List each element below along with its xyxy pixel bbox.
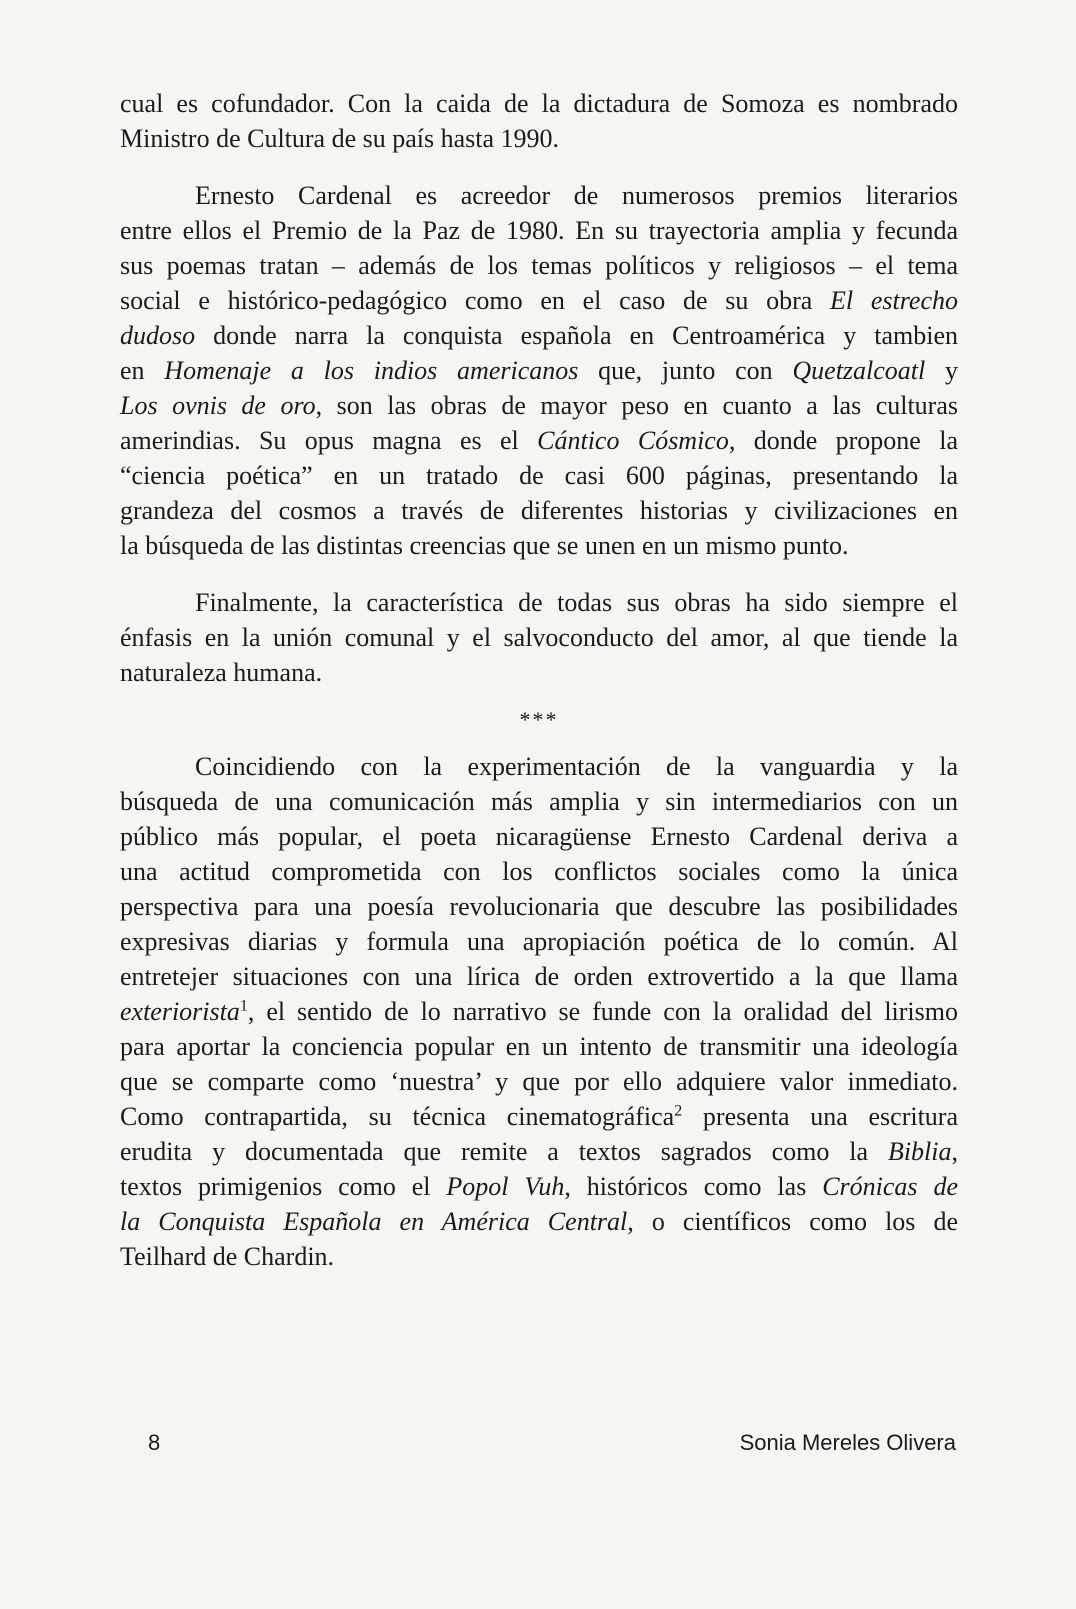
text-run: , <box>951 1137 958 1166</box>
text-run: búsqueda de una comunicación más amplia y sin intermediarios con un <box>120 787 958 816</box>
footnote-marker: 1 <box>239 997 248 1015</box>
text-run: y <box>925 356 958 385</box>
running-footer-author: Sonia Mereles Olivera <box>739 1430 956 1455</box>
work-title-italic: dudoso <box>120 321 196 350</box>
text-run: , históricos como las <box>564 1172 823 1201</box>
text-run: o científicos como los de <box>633 1207 959 1236</box>
paragraph-conclusion <box>120 585 958 690</box>
text-line <box>120 86 958 121</box>
text-line <box>120 1239 958 1274</box>
text-line <box>120 655 958 690</box>
text-run: Ministro de Cultura de su país hasta 1990. <box>120 124 560 153</box>
text-line <box>120 213 958 248</box>
paragraph-cardenal-awards <box>120 178 958 563</box>
text-line <box>120 784 958 819</box>
text-line <box>120 854 958 889</box>
text-line <box>120 620 958 655</box>
work-title-italic: Cántico Cósmico <box>537 426 729 455</box>
text-run: “ciencia poética” en un tratado de casi 600 páginas, presentando la <box>120 461 958 490</box>
text-run: donde narra la conquista española en Centroamérica y tambien <box>195 321 958 350</box>
text-run: sus poemas tratan – además de los temas políticos y religiosos – el tema <box>120 251 958 280</box>
page-number: 8 <box>148 1430 161 1455</box>
text-line <box>120 959 958 994</box>
text-run: una actitud comprometida con los conflictos sociales como la única <box>120 857 958 886</box>
text-run: Coincidiendo con la experimentación de la vanguardia y la <box>195 752 958 781</box>
text-run: que se comparte como ‘nuestra’ y que por ello adquiere valor inmediato. <box>120 1067 958 1096</box>
term-italic: exteriorista <box>120 997 240 1026</box>
paragraph-continuation <box>120 86 958 156</box>
text-line <box>120 585 958 620</box>
text-line <box>120 1169 958 1204</box>
text-line <box>120 248 958 283</box>
text-run: énfasis en la unión comunal y el salvoconducto del amor, al que tiende la <box>120 623 958 652</box>
text-line <box>120 353 958 388</box>
text-line <box>120 1204 958 1239</box>
text-run: , son las obras de mayor peso en cuanto a las culturas <box>315 391 958 420</box>
work-title-italic: Biblia <box>887 1137 952 1166</box>
text-run: , el sentido de lo narrativo se funde con la oralidad del lirismo <box>247 997 958 1026</box>
text-line <box>120 283 958 318</box>
text-run: la búsqueda de las distintas creencias que se unen en un mismo punto. <box>120 531 849 560</box>
text-run: perspectiva para una poesía revolucionaria que descubre las posibilidades <box>120 892 958 921</box>
text-line <box>120 318 958 353</box>
section-separator: *** <box>519 707 559 732</box>
work-title-italic: Popol Vuh <box>446 1172 565 1201</box>
text-run: textos primigenios como el <box>120 1172 447 1201</box>
text-line <box>120 388 958 423</box>
text-run: naturaleza humana. <box>120 658 323 687</box>
page-text-body <box>120 86 958 1274</box>
text-line <box>120 924 958 959</box>
work-title-italic: Crónicas de <box>822 1172 958 1201</box>
text-line <box>120 528 958 563</box>
text-run: expresivas diarias y formula una apropiación poética de lo común. Al <box>120 927 958 956</box>
text-run: para aportar la conciencia popular en un intento de transmitir una ideología <box>120 1032 958 1061</box>
text-run: Teilhard de Chardin. <box>120 1242 335 1271</box>
text-run: que, junto con <box>578 356 793 385</box>
text-line <box>120 1064 958 1099</box>
text-run: público más popular, el poeta nicaragüense Ernesto Cardenal deriva a <box>120 822 958 851</box>
text-line <box>120 749 958 784</box>
work-title-italic: la Conquista Española en América Central, <box>120 1207 634 1236</box>
text-run: Como contrapartida, su técnica cinematográfica <box>120 1102 675 1131</box>
text-line <box>120 1029 958 1064</box>
text-run: social e histórico-pedagógico como en el caso de su obra <box>120 286 831 315</box>
text-run: cual es cofundador. Con la caida de la dictadura de Somoza es nombrado <box>120 89 958 118</box>
paragraph-vanguardia <box>120 749 958 1274</box>
text-line <box>120 1134 958 1169</box>
text-line <box>120 819 958 854</box>
text-run: presenta una escritura <box>682 1102 958 1131</box>
text-line <box>120 121 958 156</box>
text-line <box>120 178 958 213</box>
text-run: erudita y documentada que remite a textos sagrados como la <box>120 1137 888 1166</box>
work-title-italic: Homenaje a los indios americanos <box>164 356 579 385</box>
text-run: grandeza del cosmos a través de diferentes historias y civilizaciones en <box>120 496 958 525</box>
work-title-italic: Los ovnis de oro <box>120 391 316 420</box>
text-run: en <box>120 356 165 385</box>
text-run: entretejer situaciones con una lírica de orden extrovertido a la que llama <box>120 962 958 991</box>
text-run: amerindias. Su opus magna es el <box>120 426 538 455</box>
work-title-italic: Quetzalcoatl <box>792 356 926 385</box>
text-line <box>120 423 958 458</box>
text-run: Ernesto Cardenal es acreedor de numerosos premios literarios <box>195 181 958 210</box>
text-run: Finalmente, la característica de todas sus obras ha sido siempre el <box>195 588 958 617</box>
page-footer <box>120 1430 958 1460</box>
footnote-marker: 2 <box>674 1102 683 1120</box>
text-line <box>120 1099 958 1134</box>
text-line <box>120 889 958 924</box>
text-run: , donde propone la <box>728 426 958 455</box>
work-title-italic: El estrecho <box>830 286 958 315</box>
text-line <box>120 994 958 1029</box>
text-line <box>120 458 958 493</box>
text-run: entre ellos el Premio de la Paz de 1980. En su trayectoria amplia y fecunda <box>120 216 958 245</box>
text-line <box>120 493 958 528</box>
